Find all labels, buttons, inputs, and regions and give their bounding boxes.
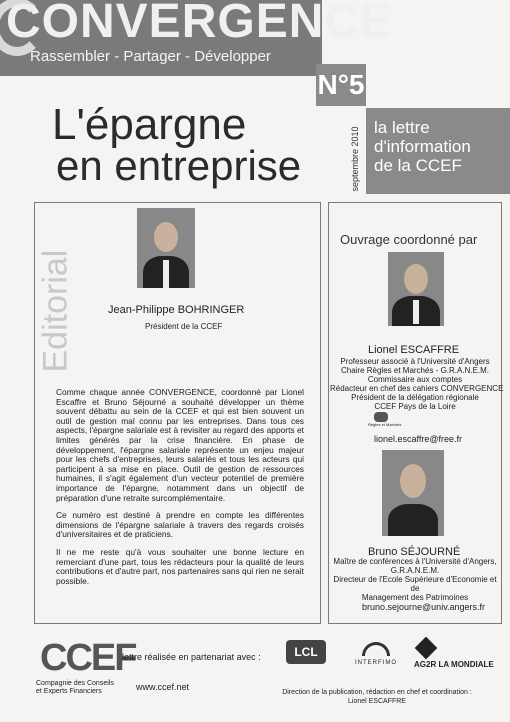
page-title-line2: en entreprise [56, 142, 302, 189]
editorial-label-text: Editorial [36, 249, 75, 373]
editorial-paragraph: Ce numéro est destiné à prendre en compte les différentes dimensions de l'épargne salariale à travers des regards croisés d'universitaires et de praticiens. [56, 510, 304, 540]
person1-bio-line: Commissaire aux comptes [367, 375, 463, 384]
ccef-name: Compagnie des Conseils et Experts Financiers [36, 680, 114, 695]
escaffre-photo [388, 252, 444, 326]
editorial-author-role: Président de la CCEF [145, 322, 223, 331]
interfimo-logo [346, 642, 406, 672]
lettre-box [366, 108, 510, 194]
person1-email[interactable]: lionel.escaffre@free.fr [374, 434, 463, 444]
person1-bio-line: Chaire Règles et Marchés - G.R.A.N.E.M. [340, 366, 490, 375]
ccef-logo [40, 637, 136, 679]
interfimo-icon [362, 642, 390, 656]
person2-email[interactable]: bruno.sejourne@univ.angers.fr [362, 602, 486, 612]
person1-bio [330, 357, 504, 411]
person1-bio-line: Professeur associé à l'Université d'Angers [340, 357, 490, 366]
issue-date-text: septembre 2010 [350, 126, 360, 192]
person2-bio [330, 557, 500, 602]
person2-name: Bruno SÉJOURNÉ [368, 546, 461, 558]
ccef-logo-text: CCEF [40, 637, 136, 679]
lettre-line: la lettre [374, 118, 430, 137]
ag2r-text: AG2R LA MONDIALE [414, 660, 494, 669]
tagline: Rassembler - Partager - Développer [30, 48, 271, 65]
sejourne-photo [382, 450, 444, 536]
person1-bio-line: CCEF Pays de la Loire [374, 402, 456, 411]
bohringer-photo [137, 208, 195, 288]
page-title-line1: L'épargne [52, 100, 247, 149]
editorial-paragraph: Il ne me reste qu'à vous souhaiter une bonne lecture en remerciant d'une part, tous les rédacteurs pour la qualité de leurs contributions et d'autre part, nos partenaires sans qui rien ne serait possible. [56, 546, 304, 586]
editorial-body [56, 388, 304, 594]
issue-date [348, 116, 362, 206]
person2-bio-line: Directeur de l'Ecole Supérieure d'Economie et de [333, 575, 497, 593]
person2-bio-line: Maître de conférences à l'Université d'Angers, [333, 557, 497, 566]
ag2r-icon [415, 637, 438, 660]
regles-marches-text: Règles et Marchés [368, 422, 402, 427]
partner-text: lettre réalisée en partenariat avec : [122, 652, 261, 662]
regles-marches-logo [368, 412, 402, 430]
logo-text: CONVERGENCE [6, 0, 394, 48]
interfimo-text: INTERFIMO [355, 660, 397, 666]
editorial-label [36, 249, 75, 373]
issue-number: N°5 [316, 64, 366, 106]
lcl-logo: LCL [286, 640, 326, 664]
regles-marches-icon [374, 412, 388, 422]
publication-credits: Direction de la publication, rédaction en chef et coordination : Lionel ESCAFFRE [282, 689, 472, 705]
person1-bio-line: Rédacteur en chef des cahiers CONVERGENCE [330, 384, 504, 393]
ag2r-logo [414, 640, 504, 670]
lettre-line: de la CCEF [374, 156, 462, 175]
person1-bio-line: Président de la délégation régionale [351, 393, 479, 402]
website-link[interactable]: www.ccef.net [136, 682, 190, 692]
ouvrage-title: Ouvrage coordonné par [340, 232, 478, 247]
editorial-author-name: Jean-Philippe BOHRINGER [108, 304, 245, 316]
lettre-line: d'information [374, 137, 471, 156]
editorial-paragraph: Comme chaque année CONVERGENCE, coordonné par Lionel Escaffre et Bruno Séjourné a souhaité développer un thème souvent débattu au sein de la CCEF et qui est bien souvent un outil de gestion mal connu par les entreprises. Dans tous ces aspects, l'épargne salariale est à revisiter au regard des apports et limites générés par la crise financière. En phase de développement, l'épargne salariale représente un enjeu majeur pour les chefs d'entreprises, leurs salariés et tous les acteurs qui participent à sa mise en place. Outil de gestion de ressources humaines, il s'agit également d'un vecteur potentiel de première importance de l'épargne, notamment dans un objectif de préparation d'une retraite surcomplémentaire. [56, 387, 304, 503]
person1-name: Lionel ESCAFFRE [368, 344, 460, 356]
person2-bio-line: G.R.A.N.E.M. [390, 566, 440, 575]
person2-bio-line: Management des Patrimoines [361, 593, 469, 602]
